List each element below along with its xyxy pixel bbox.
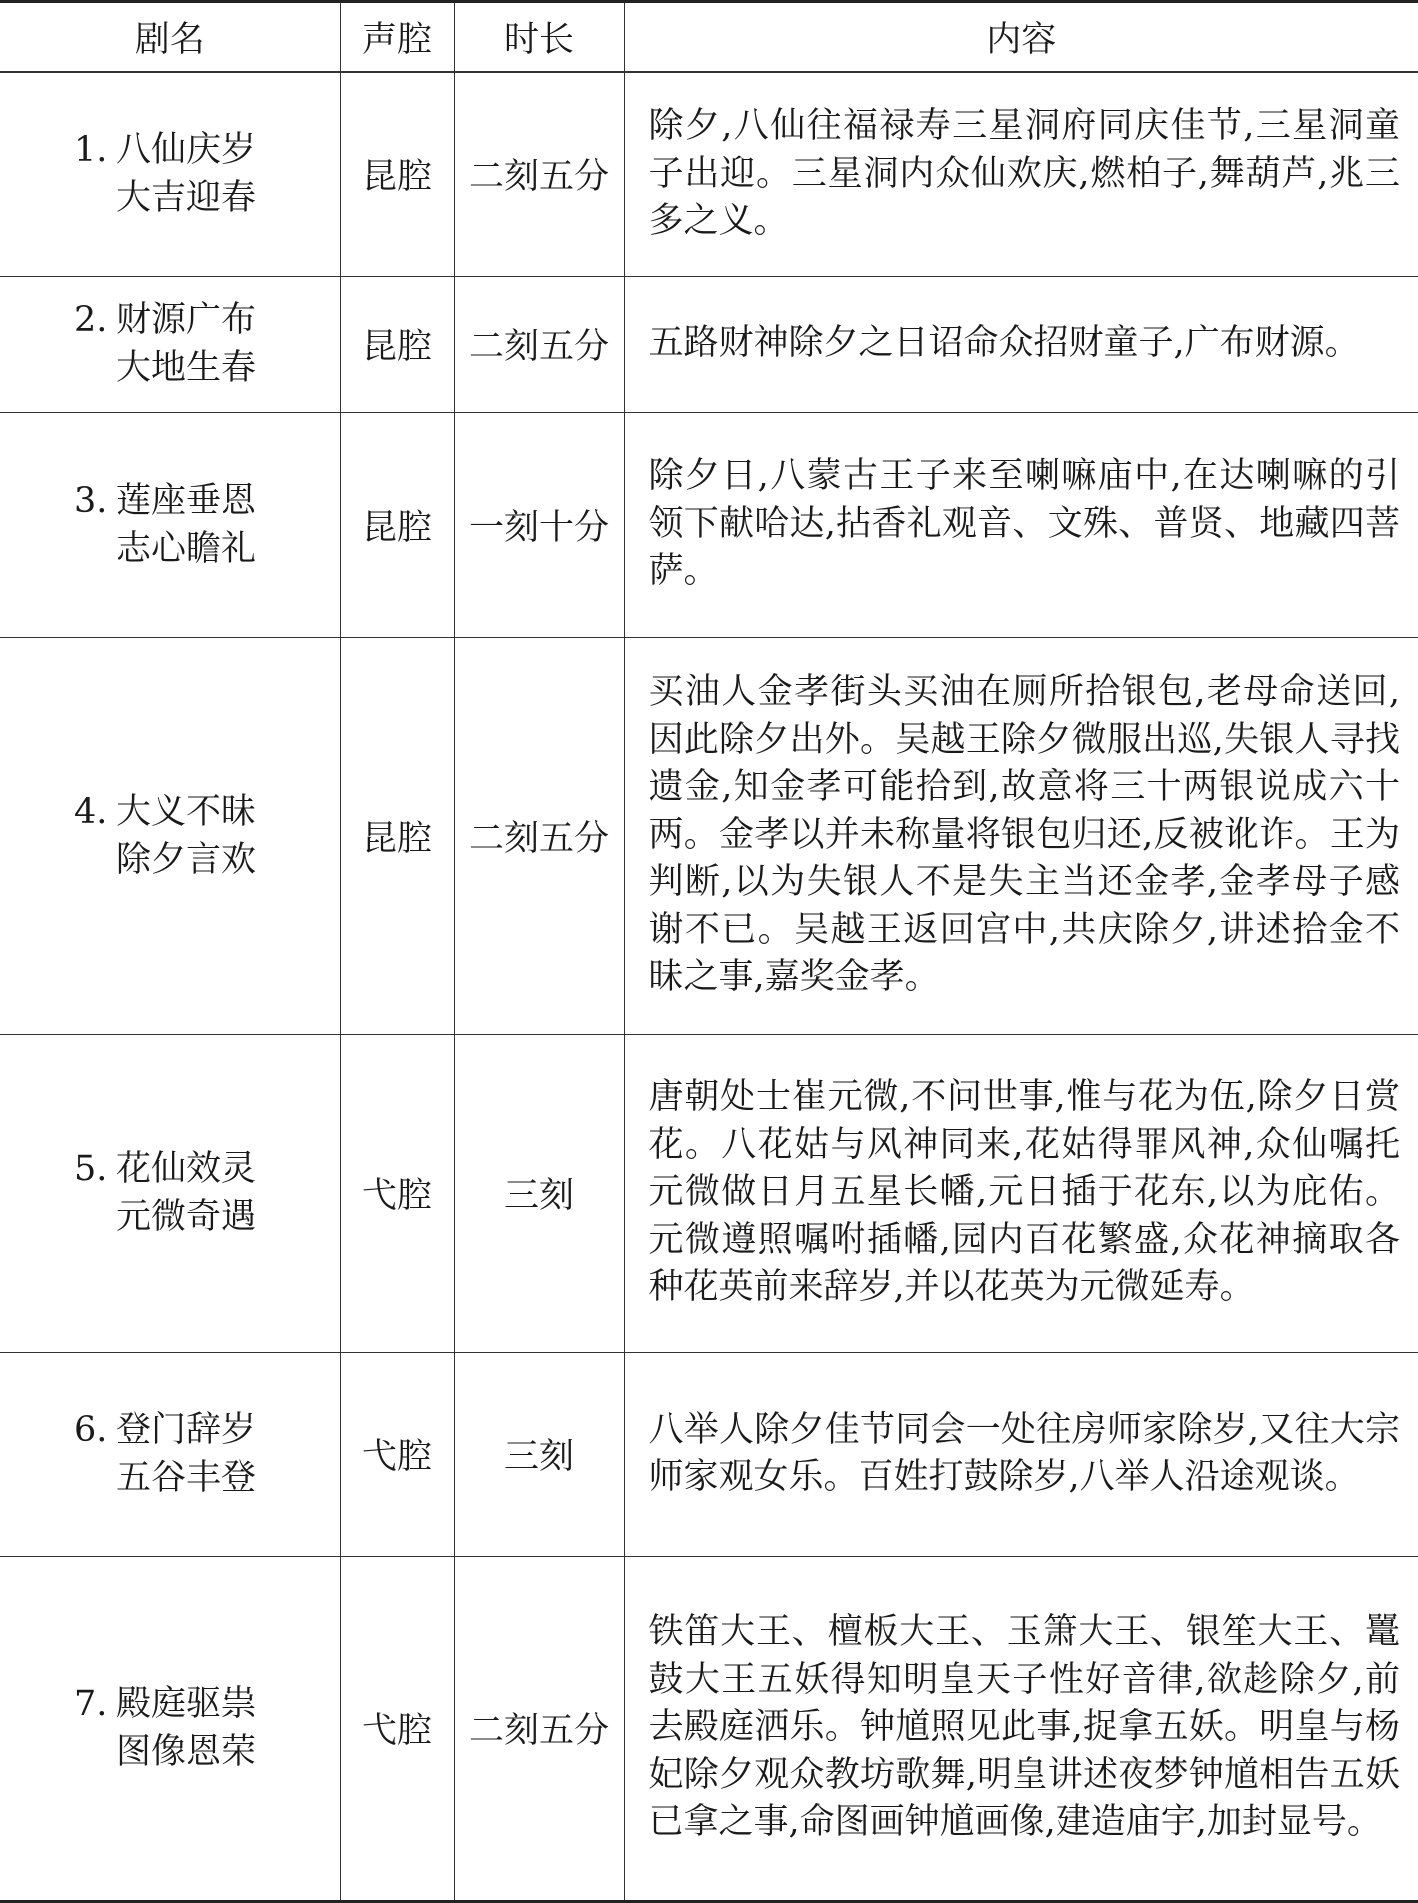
content-cell: 除夕,八仙往福禄寿三星洞府同庆佳节,三星洞童子出迎。三星洞内众仙欢庆,燃柏子,舞葫芦,兆三多之义。 xyxy=(624,72,1418,276)
drama-title-cell xyxy=(0,1034,340,1352)
table-row xyxy=(0,72,1418,276)
row-number: 6. xyxy=(74,1410,108,1450)
content-cell: 买油人金孝街头买油在厕所拾银包,老母命送回,因此除夕出外。吴越王除夕微服出巡,失银人寻找遗金,知金孝可能拾到,故意将三十两银说成六十两。金孝以并未称量将银包归还,反被讹诈。王为判断,以为失银人不是失主当还金孝,金孝母子感谢不已。吴越王返回宫中,共庆除夕,讲述拾金不昧之事,嘉奖金孝。 xyxy=(624,637,1418,1034)
content-cell: 唐朝处士崔元微,不问世事,惟与花为伍,除夕日赏花。八花姑与风神同来,花姑得罪风神,众仙嘱托元微做日月五星长幡,元日插于花东,以为庇佑。元微遵照嘱咐插幡,园内百花繁盛,众花神摘取各种花英前来辞岁,并以花英为元微延寿。 xyxy=(624,1034,1418,1352)
row-number: 3. xyxy=(74,480,108,521)
table-row xyxy=(0,1034,1418,1352)
voice-cell: 昆腔 xyxy=(340,412,454,637)
row-number: 1. xyxy=(74,130,108,171)
table-row xyxy=(0,637,1418,1034)
table-row xyxy=(0,276,1418,412)
content-cell: 除夕日,八蒙古王子来至喇嘛庙中,在达喇嘛的引领下献哈达,拈香礼观音、文殊、普贤、地藏四菩萨。 xyxy=(624,412,1418,637)
header-duration: 时长 xyxy=(454,2,624,73)
drama-title-line2: 元微奇遇 xyxy=(116,1197,257,1237)
drama-title-cell xyxy=(0,72,340,276)
row-number: 5. xyxy=(74,1149,108,1189)
table-row xyxy=(0,412,1418,637)
header-voice: 声腔 xyxy=(340,2,454,73)
duration-cell: 三刻 xyxy=(454,1034,624,1352)
drama-title-line1: 莲座垂恩 xyxy=(116,480,257,521)
voice-cell: 昆腔 xyxy=(340,72,454,276)
voice-cell: 弋腔 xyxy=(340,1352,454,1556)
voice-cell: 弋腔 xyxy=(340,1556,454,1901)
drama-title-line2: 图像恩荣 xyxy=(116,1732,257,1772)
duration-cell: 一刻十分 xyxy=(454,412,624,637)
content-cell: 铁笛大王、檀板大王、玉箫大王、银笙大王、鼍鼓大王五妖得知明皇天子性好音律,欲趁除夕,前去殿庭洒乐。钟馗照见此事,捉拿五妖。明皇与杨妃除夕观众教坊歌舞,明皇讲述夜梦钟馗相告五妖已拿之事,命图画钟馗画像,建造庙宇,加封显号。 xyxy=(624,1556,1418,1901)
table-row xyxy=(0,1352,1418,1556)
drama-title-line2: 除夕言欢 xyxy=(116,839,257,880)
content-cell: 五路财神除夕之日诏命众招财童子,广布财源。 xyxy=(624,276,1418,412)
drama-title-line2: 大吉迎春 xyxy=(116,178,257,219)
drama-title-line1: 花仙效灵 xyxy=(116,1149,257,1189)
header-content: 内容 xyxy=(624,2,1418,73)
drama-title-line1: 财源广布 xyxy=(116,300,257,340)
header-row xyxy=(0,2,1418,73)
voice-cell: 昆腔 xyxy=(340,276,454,412)
duration-cell: 二刻五分 xyxy=(454,276,624,412)
duration-cell: 三刻 xyxy=(454,1352,624,1556)
drama-title-cell xyxy=(0,412,340,637)
header-title: 剧名 xyxy=(0,2,340,73)
content-cell: 八举人除夕佳节同会一处往房师家除岁,又往大宗师家观女乐。百姓打鼓除岁,八举人沿途观谈。 xyxy=(624,1352,1418,1556)
voice-cell: 昆腔 xyxy=(340,637,454,1034)
duration-cell: 二刻五分 xyxy=(454,72,624,276)
drama-title-cell xyxy=(0,1352,340,1556)
duration-cell: 二刻五分 xyxy=(454,637,624,1034)
row-number: 4. xyxy=(74,791,108,832)
drama-title-line2: 大地生春 xyxy=(116,348,257,388)
drama-title-line1: 大义不昧 xyxy=(116,791,257,832)
drama-title-line1: 八仙庆岁 xyxy=(116,130,257,171)
drama-title-cell xyxy=(0,1556,340,1901)
row-number: 2. xyxy=(74,300,108,340)
drama-title-line2: 五谷丰登 xyxy=(116,1458,257,1498)
row-number: 7. xyxy=(74,1684,108,1724)
drama-title-line1: 殿庭驱祟 xyxy=(116,1684,257,1724)
table-row xyxy=(0,1556,1418,1901)
duration-cell: 二刻五分 xyxy=(454,1556,624,1901)
drama-title-cell xyxy=(0,637,340,1034)
drama-title-cell xyxy=(0,276,340,412)
voice-cell: 弋腔 xyxy=(340,1034,454,1352)
drama-title-line2: 志心瞻礼 xyxy=(116,528,257,569)
drama-title-line1: 登门辞岁 xyxy=(116,1410,257,1450)
